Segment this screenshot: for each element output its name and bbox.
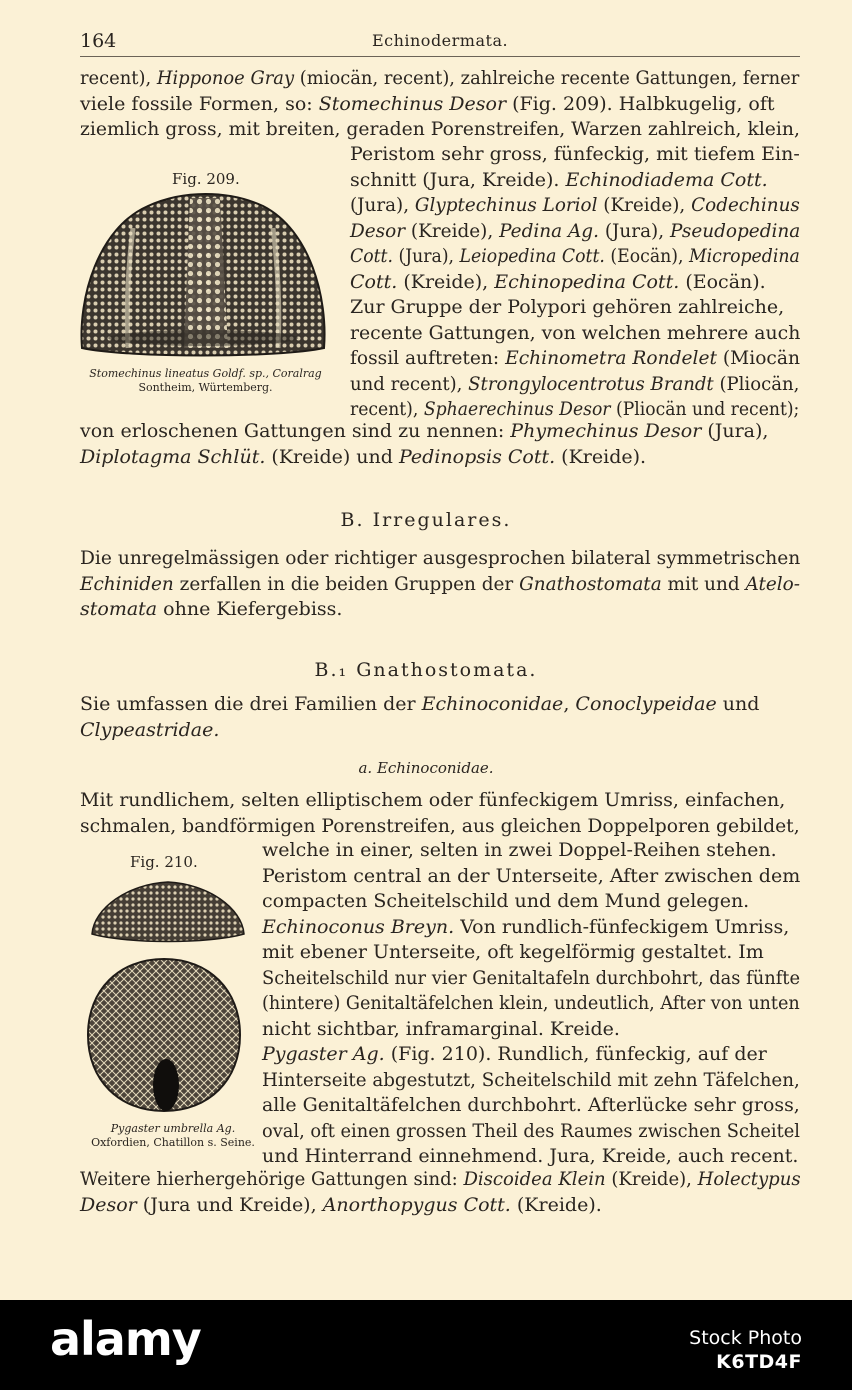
text-run: welche in einer, selten in zwei Doppel-Reihen stehen.: [262, 839, 777, 861]
fig209-lines-line: [350, 219, 801, 243]
top-lines-line: [80, 117, 800, 141]
italic-text: Leiopedina Cott.: [459, 245, 605, 267]
fig-210-caption: [78, 1122, 268, 1150]
image-id: K6TD4F: [716, 1351, 802, 1373]
italic-text: Pseudopedina: [669, 219, 801, 242]
text-run: Zur Gruppe der Polypori gehören zahlreiche,: [350, 296, 785, 318]
text-run: oval, oft einen grossen Theil des Raumes zwischen Scheitel: [262, 1119, 800, 1142]
italic-text: Gnathostomata: [519, 572, 662, 595]
italic-text: Glyptechinus Loriol: [414, 194, 598, 216]
mid-lines-line: [80, 419, 800, 443]
italic-text: Holectypus: [697, 1168, 801, 1190]
text-run: (Kreide),: [397, 270, 495, 293]
fig210-lines-line: [262, 966, 801, 990]
italic-text: Echinoconus Breyn.: [262, 915, 455, 938]
text-run: schmalen, bandförmigen Porenstreifen, aus gleichen Doppelporen gebildet,: [80, 814, 800, 837]
italic-text: Echinodiadema Cott.: [565, 168, 768, 191]
top-lines-line: [80, 66, 800, 90]
running-title: Echinodermata.: [371, 31, 509, 50]
text-run: (Kreide).: [510, 1193, 602, 1216]
italic-text: Echinoconidae: [421, 693, 564, 715]
fig-209-caption: [78, 367, 333, 395]
a-lines-line: [80, 814, 800, 838]
section-heading-gnathostomata: B.₁ Gnathostomata.: [314, 659, 538, 681]
stock-photo-id: [689, 1326, 802, 1374]
italic-text: Atelo-: [745, 572, 800, 595]
page-number: 164: [80, 30, 117, 52]
italic-text: Echiniden: [80, 572, 174, 595]
text-run: (Jura),: [598, 219, 670, 242]
end-lines-line: [80, 1193, 800, 1217]
b1-lines-line: [80, 718, 800, 742]
a-lines-line: [80, 788, 800, 812]
fig209-lines-line: [350, 142, 800, 166]
text-run: Sie umfassen die drei Familien der: [80, 693, 422, 715]
fig209-lines-line: [350, 168, 800, 192]
text-run: (miocän, recent), zahlreiche recente Gattungen, ferner: [294, 67, 800, 89]
fig-210-caption-line-2: Oxfordien, Chatillon s. Seine.: [91, 1136, 255, 1149]
fig209-lines-line: [350, 372, 800, 396]
text-run: (Eocän),: [604, 245, 689, 267]
italic-text: Desor: [350, 219, 406, 242]
alamy-logo: alamy: [50, 1312, 201, 1366]
top-lines-line: [80, 92, 800, 116]
text-run: zerfallen in die beiden Gruppen der: [173, 572, 520, 595]
text-run: von erloschenen Gattungen sind zu nennen:: [80, 420, 511, 442]
fig210-lines-line: [262, 1093, 798, 1117]
section-heading-irregulares: B. Irregulares.: [340, 509, 512, 531]
text-run: nicht sichtbar, inframarginal. Kreide.: [262, 1017, 620, 1040]
text-run: recent),: [350, 398, 424, 420]
italic-text: Clypeastridae.: [80, 718, 220, 741]
fig210-lines-line: [262, 838, 800, 862]
fig-210-top-view-illustration: [84, 955, 244, 1115]
text-run: mit und: [661, 572, 746, 595]
italic-text: Codechinus: [691, 194, 800, 216]
b-lines-line: [80, 597, 800, 621]
text-run: ziemlich gross, mit breiten, geraden Porenstreifen, Warzen zahlreich, klein,: [80, 118, 800, 140]
text-run: (Pliocän und recent);: [610, 398, 800, 420]
text-run: (Kreide).: [555, 445, 647, 468]
b1-lines-line: [80, 692, 800, 716]
italic-text: Phymechinus Desor: [510, 420, 702, 442]
b-lines-line: [80, 572, 800, 596]
text-run: Die unregelmässigen oder richtiger ausgesprochen bilateral symmetrischen: [80, 547, 801, 569]
text-run: (Fig. 210). Rundlich, fünfeckig, auf der: [384, 1043, 767, 1065]
fig209-lines-line: [350, 321, 801, 345]
fig210-lines-line: [262, 1017, 800, 1041]
fig-210-side-view-illustration: [88, 878, 248, 946]
text-run: fossil auftreten:: [350, 347, 506, 369]
text-run: Mit rundlichem, selten elliptischem oder fünfeckigem Umriss, einfachen,: [80, 789, 786, 811]
fig210-lines-line: [262, 1068, 800, 1092]
b-lines-line: [80, 546, 801, 570]
text-run: und Hinterrand einnehmend. Jura, Kreide, auch recent.: [262, 1145, 799, 1167]
fig-210-caption-line-1: Pygaster umbrella Ag.: [110, 1122, 236, 1135]
fig209-lines-line: [350, 295, 800, 319]
text-run: alle Genitaltäfelchen durchbohrt. Afterlücke sehr gross,: [262, 1094, 800, 1116]
text-run: Weitere hierhergehörige Gattungen sind:: [80, 1168, 464, 1190]
stock-photo-label: Stock Photo: [689, 1327, 802, 1349]
text-run: (Kreide) und: [265, 445, 399, 468]
fig209-lines-line: [350, 270, 800, 294]
italic-text: stomata: [80, 598, 158, 620]
section-heading-echinoconidae: a. Echinoconidae.: [358, 759, 494, 777]
fig210-lines-line: [262, 940, 800, 964]
text-run: (Kreide),: [405, 219, 500, 242]
text-run: Peristom sehr gross, fünfeckig, mit tiefem Ein-: [350, 143, 800, 165]
text-run: Hinterseite abgestutzt, Scheitelschild mit zehn Täfelchen,: [262, 1068, 800, 1091]
italic-text: Diplotagma Schlüt.: [80, 445, 266, 468]
fig-209-caption-line-2: Sontheim, Würtemberg.: [138, 381, 273, 394]
text-run: (Pliocän,: [713, 372, 800, 395]
fig210-lines-line: [262, 864, 800, 888]
text-run: recent),: [80, 67, 157, 89]
italic-text: Cott.: [350, 270, 398, 293]
text-run: (Fig. 209). Halbkugelig, oft: [506, 92, 775, 115]
text-run: Von rundlich-fünfeckigem Umriss,: [454, 915, 790, 938]
italic-text: Echinometra Rondelet: [505, 347, 717, 369]
text-run: viele fossile Formen, so:: [80, 92, 319, 115]
italic-text: Discoidea Klein: [463, 1168, 606, 1190]
italic-text: Micropedina: [688, 245, 800, 267]
text-run: ohne Kiefergebiss.: [157, 598, 343, 620]
fig-209-label: Fig. 209.: [172, 170, 240, 188]
text-run: (Jura und Kreide),: [136, 1193, 323, 1216]
italic-text: Pedina Ag.: [499, 219, 599, 242]
fig210-lines-line: [262, 1144, 800, 1168]
text-run: compacten Scheitelschild und dem Mund gelegen.: [262, 890, 750, 912]
text-run: mit ebener Unterseite, oft kegelförmig gestaltet. Im: [262, 941, 764, 963]
text-run: Peristom central an der Unterseite, After zwischen dem: [262, 864, 801, 887]
end-lines-line: [80, 1167, 801, 1191]
text-run: Scheitelschild nur vier Genitaltafeln durchbohrt, das fünfte: [262, 966, 801, 989]
italic-text: Sphaerechinus Desor: [423, 398, 611, 420]
italic-text: Hipponoe Gray: [156, 67, 295, 89]
italic-text: Pygaster Ag.: [262, 1043, 385, 1065]
fig209-lines-line: [350, 397, 800, 421]
fig-209-sea-urchin-illustration: [78, 188, 328, 363]
fig209-lines-line: [350, 193, 800, 217]
text-run: ,: [563, 693, 576, 715]
text-run: (hintere) Genitaltäfelchen klein, undeutlich, After von unten: [262, 992, 800, 1014]
fig210-lines-line: [262, 1119, 800, 1143]
fig210-lines-line: [262, 915, 800, 939]
text-run: und: [716, 693, 760, 715]
text-run: und recent),: [350, 372, 469, 395]
italic-text: Conoclypeidae: [575, 693, 717, 715]
fig209-lines-line: [350, 346, 800, 370]
italic-text: Anorthopygus Cott.: [322, 1193, 511, 1216]
italic-text: Pedinopsis Cott.: [398, 445, 556, 468]
fig-209-caption-line-1: Stomechinus lineatus Goldf. sp., Coralrag: [89, 367, 322, 380]
text-run: recente Gattungen, von welchen mehrere auch: [350, 321, 801, 344]
text-run: (Jura),: [350, 194, 415, 216]
text-run: (Jura),: [392, 245, 460, 267]
italic-text: Desor: [80, 1193, 137, 1216]
text-run: (Jura),: [701, 420, 769, 442]
text-run: (Miocän: [716, 347, 800, 369]
fig210-lines-line: [262, 1042, 800, 1066]
italic-text: Strongylocentrotus Brandt: [468, 372, 714, 395]
fig210-lines-line: [262, 991, 800, 1015]
text-run: (Eocän).: [679, 270, 766, 293]
fig-210-label: Fig. 210.: [130, 853, 198, 871]
text-run: (Kreide),: [597, 194, 692, 216]
mid-lines-line: [80, 445, 800, 469]
italic-text: Cott.: [350, 245, 393, 267]
fig210-lines-line: [262, 889, 800, 913]
italic-text: Stomechinus Desor: [318, 92, 507, 115]
fig209-lines-line: [350, 244, 800, 268]
text-run: schnitt (Jura, Kreide).: [350, 168, 566, 191]
italic-text: Echinopedina Cott.: [494, 270, 680, 293]
page-header: [80, 30, 800, 57]
text-run: (Kreide),: [605, 1168, 698, 1190]
